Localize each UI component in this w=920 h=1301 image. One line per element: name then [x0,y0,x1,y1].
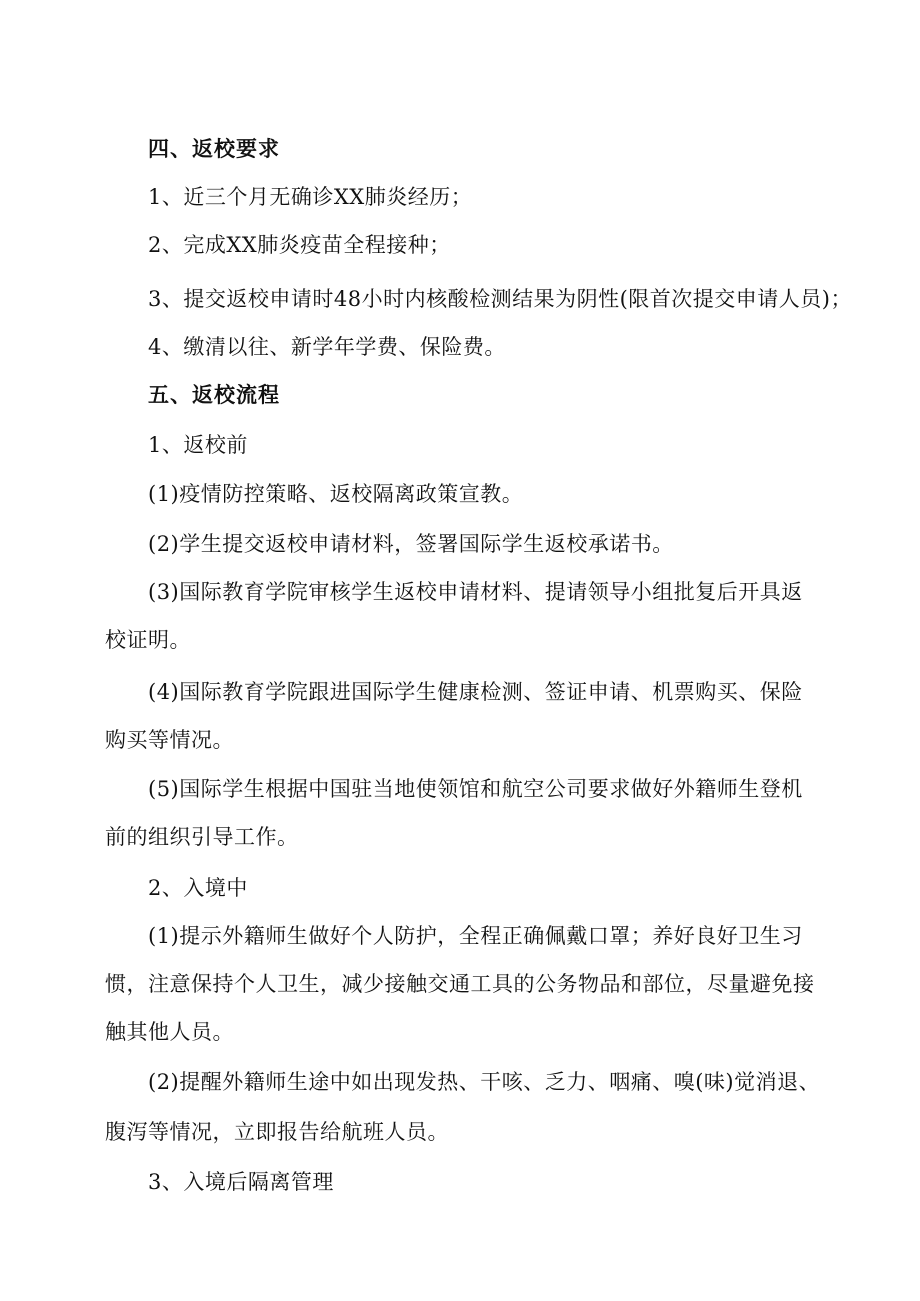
paragraph-line: 惯，注意保持个人卫生，减少接触交通工具的公务物品和部位，尽量避免接 [105,972,815,996]
paragraph-line: (2)提醒外籍师生途中如出现发热、干咳、乏力、咽痛、嗅(味)觉消退、 [148,1070,821,1094]
paragraph-line: (4)国际教育学院跟进国际学生健康检测、签证申请、机票购买、保险 [148,680,803,704]
subsection-heading: 1、返校前 [148,433,248,457]
requirement-item: 3、提交返校申请时48小时内核酸检测结果为阴性(限首次提交申请人员)； [148,287,852,311]
requirement-item: 1、近三个月无确诊XX肺炎经历； [148,185,473,209]
paragraph-line: (2)学生提交返校申请材料，签署国际学生返校承诺书。 [148,532,674,556]
paragraph-line: 腹泻等情况，立即报告给航班人员。 [105,1120,449,1144]
section-5-heading: 五、返校流程 [148,383,280,407]
paragraph-line: 校证明。 [105,628,191,652]
paragraph-line: 触其他人员。 [105,1020,234,1044]
paragraph-line: (5)国际学生根据中国驻当地使领馆和航空公司要求做好外籍师生登机 [148,777,803,801]
paragraph-line: (3)国际教育学院审核学生返校申请材料、提请领导小组批复后开具返 [148,580,803,604]
paragraph-line: (1)疫情防控策略、返校隔离政策宣教。 [148,482,524,506]
requirement-item: 2、完成XX肺炎疫苗全程接种； [148,233,451,257]
paragraph-line: (1)提示外籍师生做好个人防护，全程正确佩戴口罩；养好良好卫生习 [148,924,803,948]
paragraph-line: 前的组织引导工作。 [105,825,299,849]
subsection-heading: 2、入境中 [148,876,248,900]
paragraph-line: 购买等情况。 [105,728,234,752]
subsection-heading: 3、入境后隔离管理 [148,1170,334,1194]
section-4-heading: 四、返校要求 [148,137,280,161]
requirement-item: 4、缴清以往、新学年学费、保险费。 [148,335,506,359]
